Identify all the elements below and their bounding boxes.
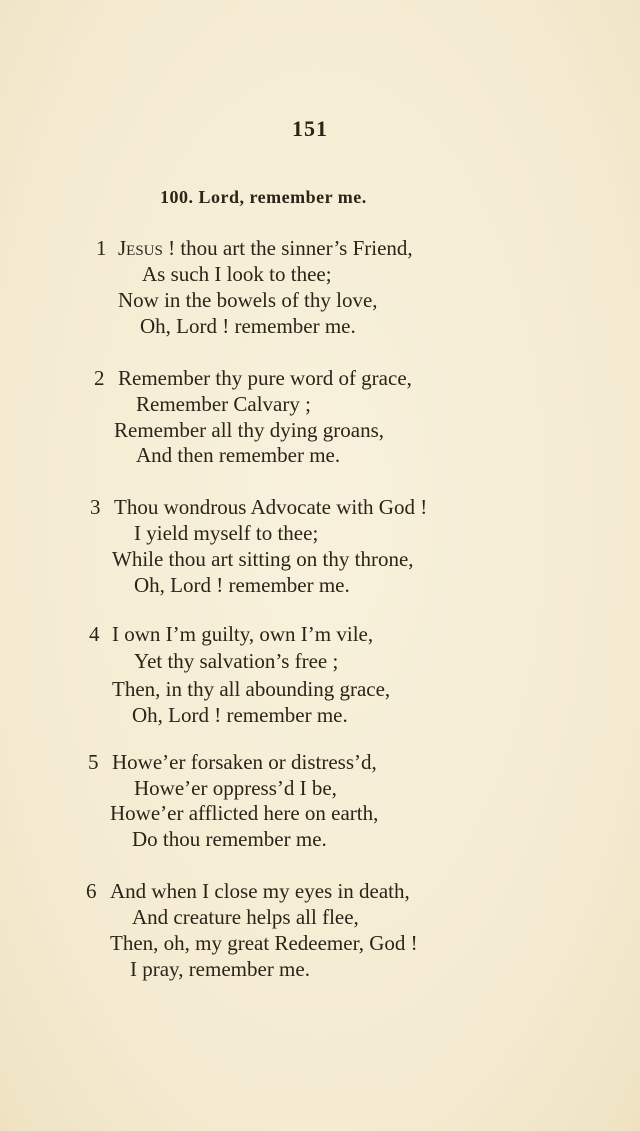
verse-line: While thou art sitting on thy throne, (112, 547, 414, 571)
small-caps-word: Jesus (118, 236, 163, 260)
verse-line: Do thou remember me. (132, 827, 327, 851)
hymn-title: 100. Lord, remember me. (160, 187, 367, 207)
verse-line: Oh, Lord ! remember me. (140, 314, 356, 338)
verse-line: Then, oh, my great Redeemer, God ! (110, 931, 418, 955)
verse-line: Yet thy salvation’s free ; (134, 649, 339, 673)
page-number: 151 (292, 116, 328, 141)
verse-line: Jesus ! thou art the sinner’s Friend, (118, 236, 413, 260)
verse-line: Thou wondrous Advocate with God ! (114, 495, 428, 519)
verse-line: Remember thy pure word of grace, (118, 366, 412, 390)
verse-line: Remember all thy dying groans, (114, 418, 385, 442)
verse-line: I yield myself to thee; (134, 521, 319, 545)
verse-line: Remember Calvary ; (136, 392, 311, 416)
verse-number: 2 (94, 366, 105, 390)
verse-line: Then, in thy all abounding grace, (112, 677, 391, 701)
verse-line: As such I look to thee; (142, 262, 332, 286)
verse-number: 3 (90, 495, 101, 519)
verse-number: 6 (86, 879, 97, 903)
verse-line: Oh, Lord ! remember me. (134, 573, 350, 597)
verse-line: I pray, remember me. (130, 957, 310, 981)
verse-number: 5 (88, 750, 99, 774)
verse-line: Oh, Lord ! remember me. (132, 703, 348, 727)
verse-line: And when I close my eyes in death, (110, 879, 410, 903)
verse-line: I own I’m guilty, own I’m vile, (112, 622, 374, 646)
verse-line: Now in the bowels of thy love, (118, 288, 378, 312)
verse-number: 1 (96, 236, 107, 260)
verse-line: Howe’er forsaken or distress’d, (112, 750, 377, 774)
verse-line: And then remember me. (136, 443, 341, 467)
verse-line: Howe’er afflicted here on earth, (110, 801, 379, 825)
verse-line: And creature helps all flee, (132, 905, 359, 929)
verse-line: Howe’er oppress’d I be, (134, 776, 337, 800)
verse-number: 4 (89, 622, 100, 646)
